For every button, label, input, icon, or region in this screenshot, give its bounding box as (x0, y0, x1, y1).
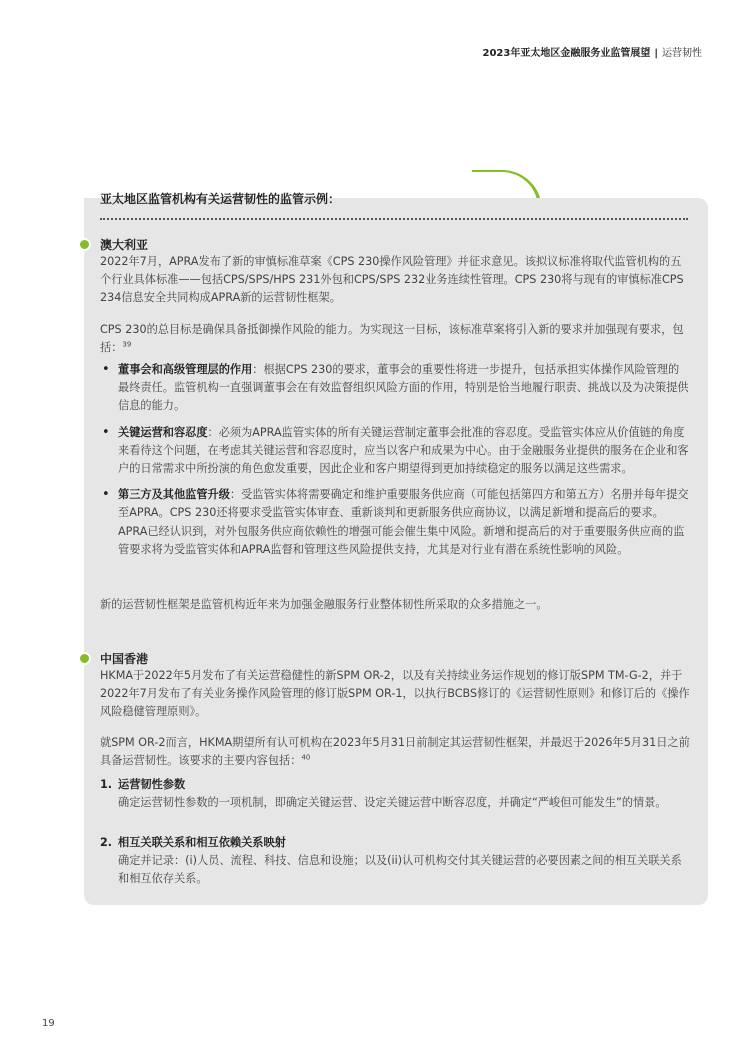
item-text: 确定运营韧性参数的一项机制，即确定关键运营、设定关键运营中断容忍度，并确定“严峻但可能发生”的情景。 (118, 796, 667, 810)
item-title: 相互关联关系和相互依赖关系映射 (118, 836, 286, 849)
item-number: 2. (100, 836, 113, 849)
bullet-label: 关键运营和容忍度 (118, 425, 208, 439)
page-header (483, 44, 703, 59)
list-item (100, 361, 690, 416)
bullet-label: 董事会和高级管理层的作用 (118, 363, 253, 376)
section-marker-icon (78, 652, 91, 665)
report-title: 2023年亚太地区金融服务业监管展望 (482, 48, 651, 59)
australia-paragraph-2-text: CPS 230的总目标是确保具备抵御操作风险的能力。为实现这一目标，该标准草案将引入新的要求并加强现有要求，包括： (100, 323, 684, 355)
bullet-label: 第三方及其他监管升级 (118, 488, 230, 502)
numbered-item (100, 776, 690, 812)
hongkong-paragraph-2 (100, 734, 690, 770)
section-marker-icon (78, 238, 91, 251)
hongkong-paragraph-1: HKMA于2022年5月发布了有关运营稳健性的新SPM OR-2，以及有关持续业务运作规划的修订版SPM TM-G-2，并于2022年7月发布了有关业务操作风险管理的修订版SPM OR-1，以执行BCBS修订的《运营韧性原则》和修订后的《操作风险稳健管理原则》。 (100, 669, 690, 719)
item-text: 确定并记录：(i)人员、流程、科技、信息和设施；以及(ii)认可机构交付其关键运营的必要因素之间的相互关联关系和相互依存关系。 (118, 854, 682, 886)
australia-bullet-list (100, 361, 690, 559)
callout-title: 亚太地区监管机构有关运营韧性的监管示例： (100, 192, 341, 206)
australia-paragraph-3: 新的运营韧性框架是监管机构近年来为加强金融服务行业整体韧性所采取的众多措施之一。 (100, 598, 548, 611)
page-number: 19 (42, 1018, 55, 1029)
bullet-text: ：根据CPS 230的要求，董事会的重要性将进一步提升，包括承担实体操作风险管理的最终责任。监管机构一直强调董事会在有效监督组织风险方面的作用，特别是恰当地履行职责、挑战以及为决策提供信息的能力。 (118, 363, 689, 413)
list-item (100, 486, 690, 559)
section-title-hongkong: 中国香港 (100, 652, 149, 666)
australia-paragraph-2 (100, 321, 690, 357)
footnote-ref: 39 (122, 340, 132, 349)
list-item (100, 424, 690, 479)
australia-paragraph-1: 2022年7月，APRA发布了新的审慎标准草案《CPS 230操作风险管理》并征求意见。该拟议标准将取代监管机构的五个行业具体标准——包括CPS/SPS/HPS 231外包和CPS/SPS 232业务连续性管理。CPS 230将与现有的审慎标准CPS 234信息安全共同构成APRA新的运营韧性框架。 (100, 255, 684, 305)
item-title: 运营韧性参数 (118, 778, 186, 791)
numbered-item (100, 834, 690, 889)
header-separator: | (654, 48, 658, 59)
footnote-ref: 40 (301, 753, 311, 762)
bullet-text: ：受监管实体将需要确定和维护重要服务供应商（可能包括第四方和第五方）名册并每年提交至APRA。CPS 230还将要求受监管实体审查、重新谈判和更新服务供应商协议，以满足新增和提高后的要求。APRA已经认识到，对外包服务供应商依赖性的增强可能会催生集中风险。新增和提高后的对于重要服务供应商的监管要求将为受监管实体和APRA监督和管理这些风险提供支持，尤其是对行业有潜在系统性影响的风险。 (118, 488, 689, 556)
dotted-divider (100, 218, 688, 220)
item-number: 1. (100, 778, 113, 791)
section-name: 运营韧性 (662, 48, 702, 59)
bullet-text: ：必须为APRA监管实体的所有关键运营制定董事会批准的容忍度。受监管实体应从价值链的角度来看待这个问题，在考虑其关键运营和容忍度时，应当以客户和成果为中心。由于金融服务业提供的服务在企业和客户的日常需求中所扮演的角色愈发重要，因此企业和客户期望得到更加持续稳定的服务以满足这些需求。 (118, 425, 689, 476)
hongkong-paragraph-2-text: 就SPM OR-2而言，HKMA期望所有认可机构在2023年5月31日前制定其运营韧性框架，并最迟于2026年5月31日之前具备运营韧性。该要求的主要内容包括： (100, 736, 690, 768)
section-title-australia: 澳大利亚 (100, 238, 149, 252)
